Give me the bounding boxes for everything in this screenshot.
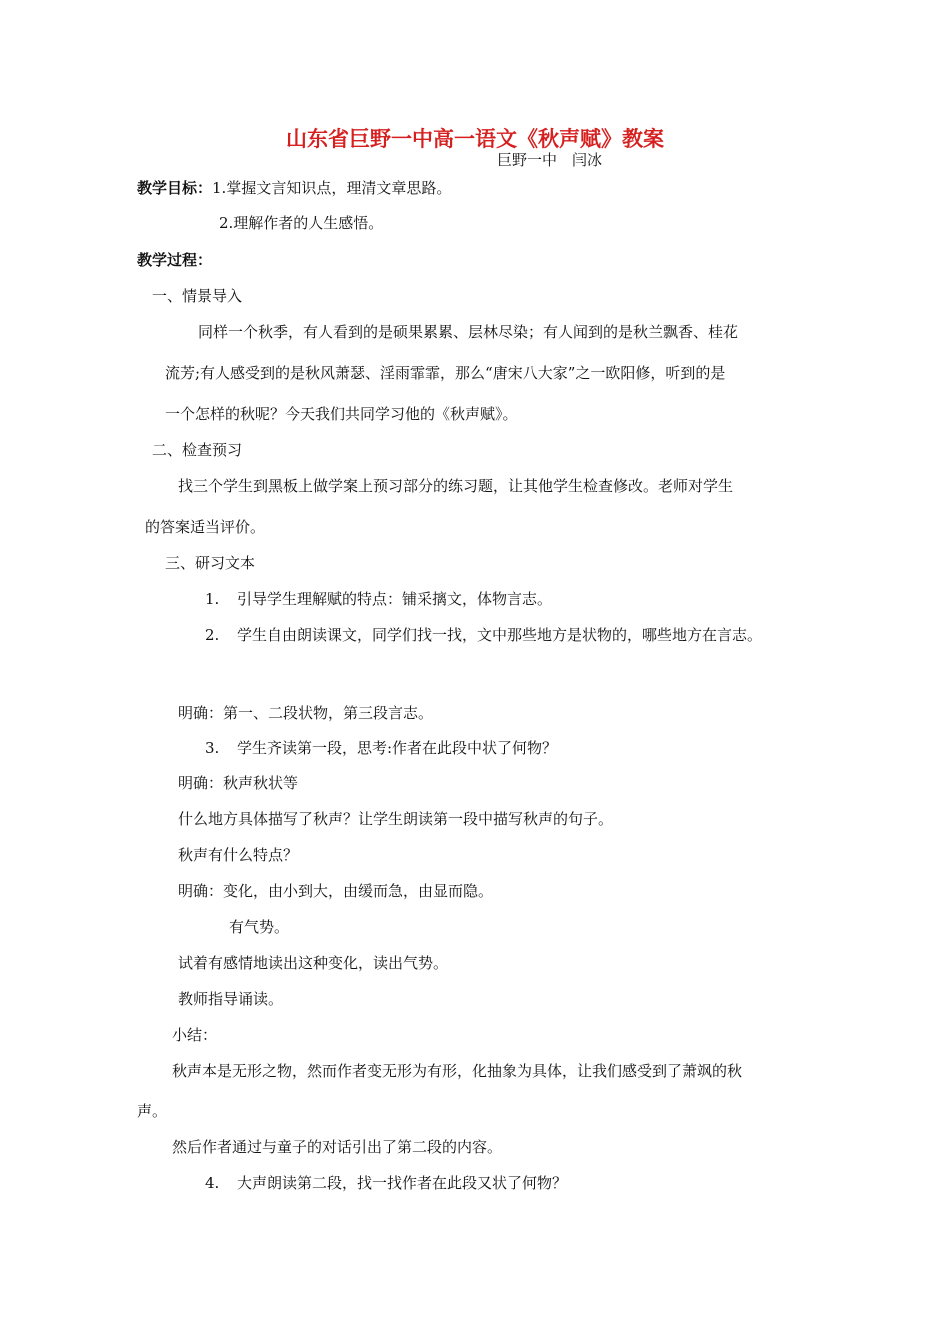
list-item-3 [205, 738, 557, 758]
list-number: 2. [205, 626, 220, 644]
list-text: 学生自由朗读课文，同学们找一找，文中那些地方是状物的，哪些地方在言志。 [237, 626, 763, 644]
summary-label: 小结： [172, 1026, 218, 1044]
answer-1: 明确：第一、二段状物，第三段言志。 [178, 704, 434, 722]
goals-label: 教学目标： [137, 179, 213, 197]
answer-3: 明确：变化，由小到大，由缓而急，由显而隐。 [178, 882, 494, 900]
answer-3-continued: 有气势。 [229, 918, 290, 936]
list-number: 3. [205, 739, 220, 757]
list-item-2 [205, 625, 762, 645]
teaching-step-1: 试着有感情地读出这种变化，读出气势。 [178, 954, 449, 972]
section-2-paragraph-line-1: 找三个学生到黑板上做学案上预习部分的练习题，让其他学生检查修改。老师对学生 [178, 477, 734, 495]
list-number: 1. [205, 590, 220, 608]
section-2-heading: 二、检查预习 [152, 441, 243, 459]
process-label: 教学过程： [137, 251, 213, 269]
goal-item-1: 1.掌握文言知识点，理清文章思路。 [212, 179, 452, 197]
list-text: 引导学生理解赋的特点：铺采摛文，体物言志。 [237, 590, 553, 608]
summary-line-1: 秋声本是无形之物，然而作者变无形为有形，化抽象为具体，让我们感受到了萧飒的秋 [172, 1062, 743, 1080]
section-1-paragraph-line-3: 一个怎样的秋呢？今天我们共同学习他的《秋声赋》。 [165, 405, 518, 423]
section-2-paragraph-line-2: 的答案适当评价。 [145, 518, 266, 536]
goal-item-2: 2.理解作者的人生感悟。 [219, 214, 384, 232]
summary-line-3: 然后作者通过与童子的对话引出了第二段的内容。 [172, 1138, 503, 1156]
answer-2: 明确：秋声秋状等 [178, 774, 299, 792]
section-3-heading: 三、研习文本 [165, 554, 256, 572]
author-line: 巨野一中 闫冰 [497, 151, 603, 169]
list-item-4 [205, 1173, 567, 1193]
list-text: 学生齐读第一段，思考:作者在此段中状了何物？ [237, 739, 558, 757]
list-number: 4. [205, 1174, 220, 1192]
section-1-paragraph-line-1: 同样一个秋季，有人看到的是硕果累累、层林尽染；有人闻到的是秋兰飘香、桂花 [198, 323, 739, 341]
list-item-1 [205, 589, 552, 609]
goals-line-1 [137, 178, 451, 198]
question-2: 秋声有什么特点？ [178, 846, 299, 864]
section-1-heading: 一、情景导入 [152, 287, 243, 305]
question-1: 什么地方具体描写了秋声？让学生朗读第一段中描写秋声的句子。 [178, 810, 614, 828]
list-text: 大声朗读第二段，找一找作者在此段又状了何物？ [237, 1174, 568, 1192]
section-1-paragraph-line-2: 流芳;有人感受到的是秋风萧瑟、淫雨霏霏，那么“唐宋八大家”之一欧阳修，听到的是 [165, 364, 726, 382]
summary-line-2: 声。 [137, 1102, 168, 1120]
teaching-step-2: 教师指导诵读。 [178, 990, 284, 1008]
page-title: 山东省巨野一中高一语文《秋声赋》教案 [286, 127, 664, 151]
